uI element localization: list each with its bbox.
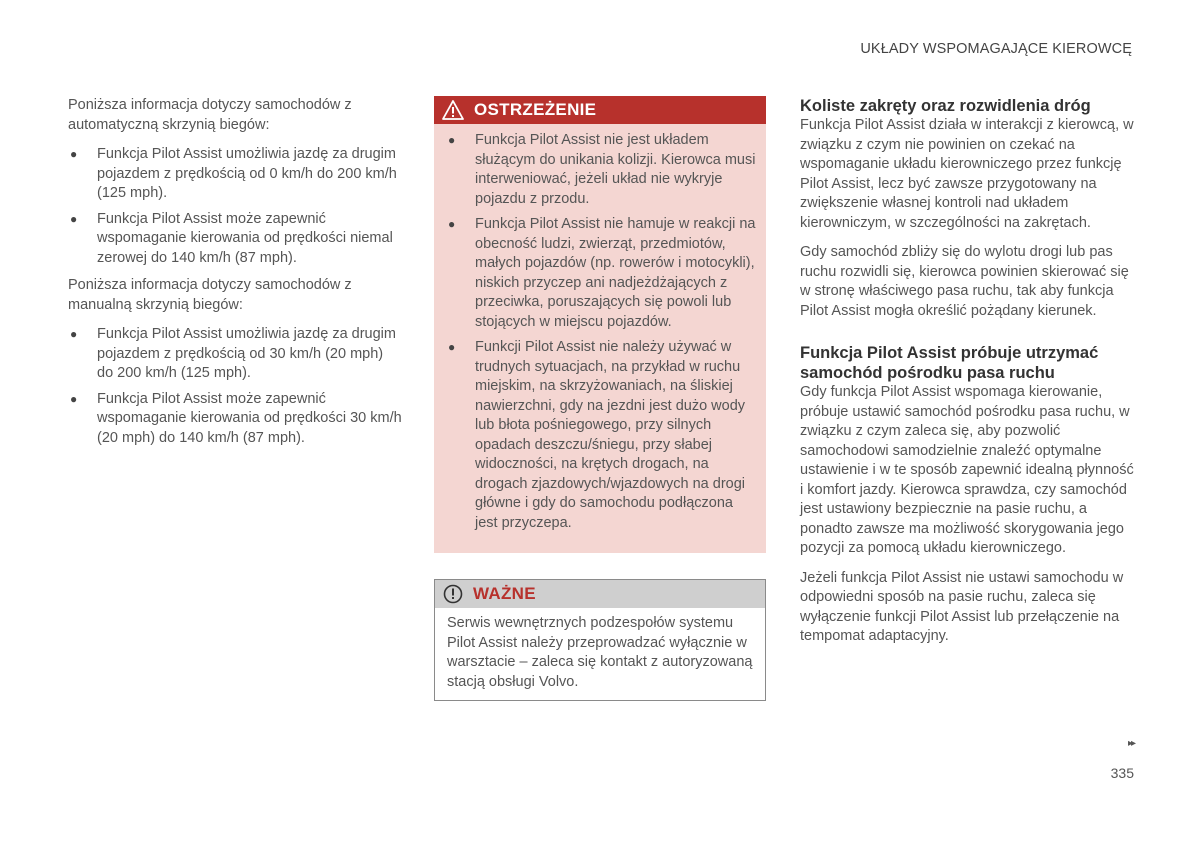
paragraph: Jeżeli funkcja Pilot Assist nie ustawi samochodu w odpowiedni sposób na pasie ruchu, zaleca się wyłączenie funkcji Pilot Assist lub przełączenie na tempomat adaptacyjny. [800,569,1124,644]
middle-column [434,96,766,701]
heading-curves: Koliste zakręty oraz rozwidlenia dróg [800,97,1091,115]
exclamation-circle-icon [443,584,463,604]
bullet-icon: ● [70,211,78,226]
manual-list [68,325,403,448]
section-header: UKŁADY WSPOMAGAJĄCE KIEROWCĘ [860,41,1132,57]
list-item: ● Funkcja Pilot Assist umożliwia jazdę za drugim pojazdem z prędkością od 0 km/h do 200 km/h (125 mph). [70,146,397,201]
bullet-icon: ● [448,217,456,231]
page-number: 335 [1110,765,1134,781]
bullet-icon: ● [70,327,78,341]
bullet-icon: ● [70,391,78,406]
continue-arrows-icon: ▸▸ [1127,738,1134,749]
warning-box [434,96,766,553]
warning-triangle-icon [442,100,464,120]
list-item: ● Funkcja Pilot Assist może zapewnić wspomaganie kierowania od prędkości niemal zerowej do 140 km/h (87 mph). [70,210,393,266]
automatic-list [68,145,403,268]
bullet-icon: ● [70,147,78,161]
bullet-icon: ● [448,133,456,147]
warning-list [434,124,766,533]
warning-title: OSTRZEŻENIE [474,100,597,120]
paragraph: Gdy samochód zbliży się do wylotu drogi lub pas ruchu rozwidli się, kierowca powinien skierować się w stronę właściwego pasa ruchu, tak aby funkcja Pilot Assist mogła określić pożądany kierunek. [800,244,1129,319]
intro-manual: Poniższa informacja dotyczy samochodów z manualną skrzynią biegów: [68,277,352,313]
warning-header [434,96,766,124]
list-item: ● Funkcja Pilot Assist nie jest układem służącym do unikania kolizji. Kierowca musi interweniować, jeżeli układ nie wykryje pojazdu z przodu. [448,132,756,207]
right-column [800,96,1135,657]
bullet-icon: ● [448,340,456,354]
important-box [434,579,766,701]
list-item: ● Funkcja Pilot Assist może zapewnić wspomaganie kierowania od prędkości 30 km/h (20 mph) do 140 km/h (87 mph). [70,390,402,446]
list-item: ● Funkcja Pilot Assist umożliwia jazdę za drugim pojazdem z prędkością od 30 km/h (20 mph) do 200 km/h (125 mph). [70,326,396,381]
important-header [435,580,765,608]
important-text: Serwis wewnętrznych podzespołów systemu Pilot Assist należy przeprowadzać wyłącznie w warsztacie – zaleca się kontakt z autoryzowaną stacją obsługi Volvo. [447,615,753,690]
paragraph: Gdy funkcja Pilot Assist wspomaga kierowanie, próbuje ustawić samochód pośrodku pasa ruchu, w związku z czym zaleca się, aby pozwolić samochodowi samodzielnie znaleźć optymalne ustawienie i w te sposób zapewnić idealną płynność i komfort jazdy. Kierowca sprawdza, czy samochód jest ustawiony bezpiecznie na pasie ruchu, a ponadto zawsze ma możliwość skorygowania jego pozycji za pomocą układu kierowniczego. [800,384,1134,556]
list-item: ● Funkcja Pilot Assist nie hamuje w reakcji na obecność ludzi, zwierząt, przedmiotów, małych pojazdów (np. rowerów i motocykli), niskich przyczep ani nadjeżdżających z przeciwka, poruszających się powoli lub stojących w miejscu pojazdów. [448,216,756,330]
important-title: WAŻNE [473,584,536,604]
left-column [68,96,403,456]
intro-automatic: Poniższa informacja dotyczy samochodów z automatyczną skrzynią biegów: [68,97,352,133]
heading-lane-centering: Funkcja Pilot Assist próbuje utrzymać samochód pośrodku pasa ruchu [800,344,1099,382]
paragraph: Funkcja Pilot Assist działa w interakcji z kierowcą, w związku z czym nie powinien on czekać na wspomaganie układu kierowniczego przez funkcję Pilot Assist, lecz być zawsze przygotowany na zwiększenie własnej kontroli nad układem kierowniczym, w szczególności na zakrętach. [800,117,1134,231]
list-item: ● Funkcji Pilot Assist nie należy używać w trudnych sytuacjach, na przykład w ruchu miejskim, na skrzyżowaniach, na śliskiej nawierzchni, gdy na jezdni jest dużo wody lub błota pośniegowego, przy silnych opadach deszczu/śniegu, przy słabej widoczności, na krętych drogach, na drogach zjazdowych/wjazdowych na drogi główne i gdy do samochodu podłączona jest przyczepa. [448,339,746,531]
